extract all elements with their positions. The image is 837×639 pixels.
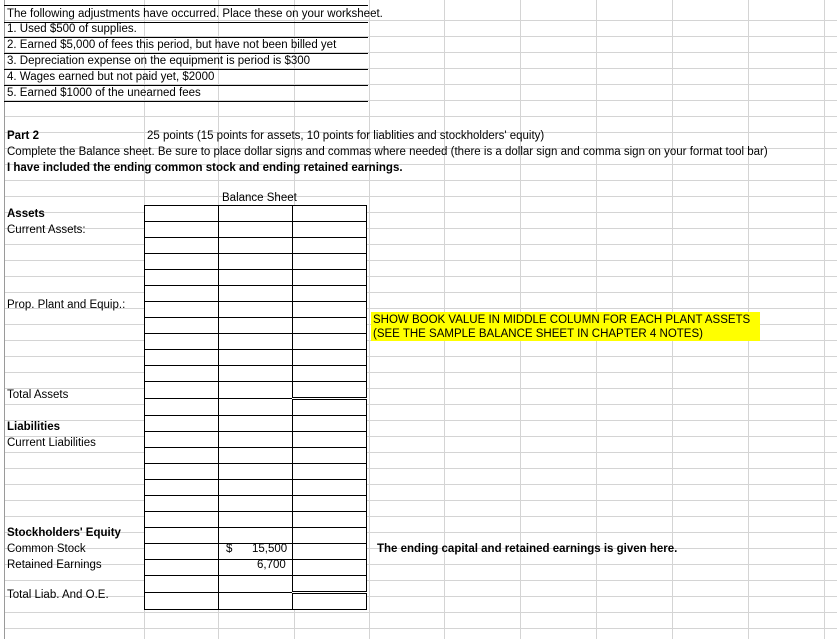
- balance-sheet-cell[interactable]: [293, 576, 367, 593]
- balance-sheet-row: [145, 576, 367, 593]
- balance-sheet-cell[interactable]: [293, 544, 367, 560]
- retained-earnings-label: Retained Earnings: [7, 559, 102, 571]
- balance-sheet-cell[interactable]: [219, 432, 293, 448]
- total-liab-oe-label: Total Liab. And O.E.: [7, 589, 109, 601]
- balance-sheet-cell[interactable]: [293, 270, 367, 286]
- balance-sheet-cell[interactable]: [293, 512, 367, 528]
- common-stock-label: Common Stock: [7, 543, 86, 555]
- balance-sheet-row: [145, 464, 367, 480]
- instruction-item: 2. Earned $5,000 of fees this period, but have not been billed yet: [7, 39, 337, 51]
- balance-sheet-title: Balance Sheet: [222, 192, 297, 204]
- balance-sheet-cell[interactable]: [293, 334, 367, 350]
- balance-sheet-cell[interactable]: [219, 318, 293, 334]
- balance-sheet-cell[interactable]: [219, 464, 293, 480]
- book-value-note-line1: SHOW BOOK VALUE IN MIDDLE COLUMN FOR EACH PLANT ASSETS: [373, 314, 751, 326]
- instruction-item: 4. Wages earned but not paid yet, $2000: [7, 71, 215, 83]
- balance-sheet-cell[interactable]: [145, 432, 219, 448]
- balance-sheet-cell[interactable]: [293, 318, 367, 334]
- balance-sheet-cell[interactable]: [219, 254, 293, 270]
- balance-sheet-cell[interactable]: [219, 399, 293, 416]
- balance-sheet-row: [145, 366, 367, 382]
- balance-sheet-cell[interactable]: [293, 238, 367, 254]
- balance-sheet-cell[interactable]: [219, 302, 293, 318]
- balance-sheet-cell[interactable]: [145, 576, 219, 593]
- balance-sheet-cell[interactable]: [145, 544, 219, 560]
- current-assets-label: Current Assets:: [7, 224, 86, 236]
- balance-sheet-cell[interactable]: [219, 416, 293, 432]
- balance-sheet-cell[interactable]: [293, 399, 367, 416]
- balance-sheet-cell[interactable]: [145, 350, 219, 366]
- balance-sheet-cell[interactable]: [219, 496, 293, 512]
- balance-sheet-cell[interactable]: [145, 382, 219, 399]
- balance-sheet-row: [145, 496, 367, 512]
- balance-sheet-cell[interactable]: [145, 496, 219, 512]
- balance-sheet-cell[interactable]: [293, 206, 367, 222]
- balance-sheet-cell[interactable]: [293, 528, 367, 544]
- balance-sheet-cell[interactable]: [219, 366, 293, 382]
- current-liabilities-label: Current Liabilities: [7, 437, 96, 449]
- balance-sheet-cell[interactable]: [145, 416, 219, 432]
- capital-note: The ending capital and retained earnings is given here.: [377, 543, 678, 555]
- equity-heading: Stockholders' Equity: [7, 527, 121, 539]
- balance-sheet-cell[interactable]: [293, 593, 367, 610]
- balance-sheet-cell[interactable]: [145, 464, 219, 480]
- balance-sheet-row: [145, 448, 367, 464]
- balance-sheet-cell[interactable]: [145, 206, 219, 222]
- balance-sheet-row: [145, 512, 367, 528]
- balance-sheet-cell[interactable]: [293, 496, 367, 512]
- balance-sheet-row: [145, 416, 367, 432]
- balance-sheet-row: [145, 206, 367, 222]
- balance-sheet-cell[interactable]: [219, 350, 293, 366]
- balance-sheet-cell[interactable]: [293, 366, 367, 382]
- balance-sheet-row: [145, 480, 367, 496]
- balance-sheet-cell[interactable]: [293, 480, 367, 496]
- balance-sheet-cell[interactable]: [145, 366, 219, 382]
- balance-sheet-cell[interactable]: [219, 593, 293, 610]
- balance-sheet-cell[interactable]: [145, 560, 219, 576]
- balance-sheet-row: [145, 238, 367, 254]
- balance-sheet-cell[interactable]: [293, 222, 367, 238]
- balance-sheet-cell[interactable]: [293, 432, 367, 448]
- instruction-item-cell[interactable]: [4, 85, 368, 102]
- instruction-item-cell[interactable]: [4, 37, 368, 54]
- balance-sheet-cell[interactable]: [145, 286, 219, 302]
- balance-sheet-row: [145, 560, 367, 576]
- instruction-item-cell[interactable]: [4, 69, 368, 86]
- instructions-intro: The following adjustments have occurred. Place these on your worksheet.: [7, 8, 383, 20]
- part2-instructions: Complete the Balance sheet. Be sure to place dollar signs and commas where needed (there is a dollar sign and comma sign on your format tool bar): [7, 146, 768, 158]
- balance-sheet-cell[interactable]: [219, 222, 293, 238]
- balance-sheet-cell[interactable]: [293, 416, 367, 432]
- balance-sheet-cell[interactable]: [219, 286, 293, 302]
- balance-sheet-row: [145, 222, 367, 238]
- balance-sheet-cell[interactable]: [219, 334, 293, 350]
- instruction-item: 3. Depreciation expense on the equipment is period is $300: [7, 55, 311, 67]
- liabilities-heading: Liabilities: [7, 421, 61, 433]
- balance-sheet-cell[interactable]: [293, 286, 367, 302]
- balance-sheet-row: [145, 382, 367, 399]
- balance-sheet-cell[interactable]: [293, 254, 367, 270]
- instruction-item-cell[interactable]: [4, 53, 368, 70]
- part2-label: Part 2: [7, 130, 39, 142]
- balance-sheet-row: [145, 254, 367, 270]
- balance-sheet-cell[interactable]: [219, 480, 293, 496]
- balance-sheet-cell[interactable]: [219, 512, 293, 528]
- total-assets-label: Total Assets: [7, 389, 69, 401]
- balance-sheet-cell[interactable]: [219, 206, 293, 222]
- balance-sheet-cell[interactable]: [219, 448, 293, 464]
- part2-note: I have included the ending common stock and ending retained earnings.: [7, 162, 403, 174]
- balance-sheet-cell[interactable]: [293, 464, 367, 480]
- balance-sheet-cell[interactable]: [293, 302, 367, 318]
- instruction-item: 5. Earned $1000 of the unearned fees: [7, 87, 201, 99]
- balance-sheet-row: [145, 286, 367, 302]
- balance-sheet-cell[interactable]: [145, 334, 219, 350]
- part2-points: 25 points (15 points for assets, 10 points for liablities and stockholders' equity): [147, 130, 545, 142]
- common-stock-currency: $: [226, 543, 233, 555]
- balance-sheet-cell[interactable]: [293, 382, 367, 399]
- balance-sheet-cell[interactable]: [219, 576, 293, 593]
- balance-sheet-cell[interactable]: [145, 302, 219, 318]
- balance-sheet-cell[interactable]: [145, 222, 219, 238]
- book-value-note-line2: (SEE THE SAMPLE BALANCE SHEET IN CHAPTER 4 NOTES): [373, 328, 703, 340]
- balance-sheet-row: [145, 270, 367, 286]
- balance-sheet-cell[interactable]: [145, 448, 219, 464]
- balance-sheet-cell[interactable]: [293, 560, 367, 576]
- assets-heading: Assets: [7, 208, 45, 220]
- balance-sheet-row: [145, 399, 367, 416]
- balance-sheet-row: [145, 318, 367, 334]
- balance-sheet-row: [145, 350, 367, 366]
- balance-sheet-cell[interactable]: [145, 512, 219, 528]
- balance-sheet-row: [145, 334, 367, 350]
- balance-sheet-row: [145, 302, 367, 318]
- balance-sheet-row: [145, 593, 367, 610]
- instruction-item: 1. Used $500 of supplies.: [7, 23, 137, 35]
- balance-sheet-cell[interactable]: [145, 238, 219, 254]
- ppe-label: Prop. Plant and Equip.:: [7, 299, 126, 311]
- balance-sheet-cell[interactable]: [219, 270, 293, 286]
- balance-sheet-cell[interactable]: [145, 593, 219, 610]
- balance-sheet-cell[interactable]: [293, 448, 367, 464]
- balance-sheet-cell[interactable]: [293, 350, 367, 366]
- balance-sheet-cell[interactable]: [145, 528, 219, 544]
- balance-sheet-cell[interactable]: [145, 480, 219, 496]
- balance-sheet-cell[interactable]: [145, 399, 219, 416]
- instruction-item-cell[interactable]: [4, 21, 368, 38]
- balance-sheet-cell[interactable]: [219, 238, 293, 254]
- balance-sheet-row: [145, 432, 367, 448]
- balance-sheet-cell[interactable]: [145, 254, 219, 270]
- common-stock-value: 15,500: [252, 543, 288, 555]
- balance-sheet-cell[interactable]: [219, 382, 293, 399]
- balance-sheet-cell[interactable]: [145, 270, 219, 286]
- balance-sheet-cell[interactable]: [145, 318, 219, 334]
- retained-earnings-value: 6,700: [257, 559, 286, 571]
